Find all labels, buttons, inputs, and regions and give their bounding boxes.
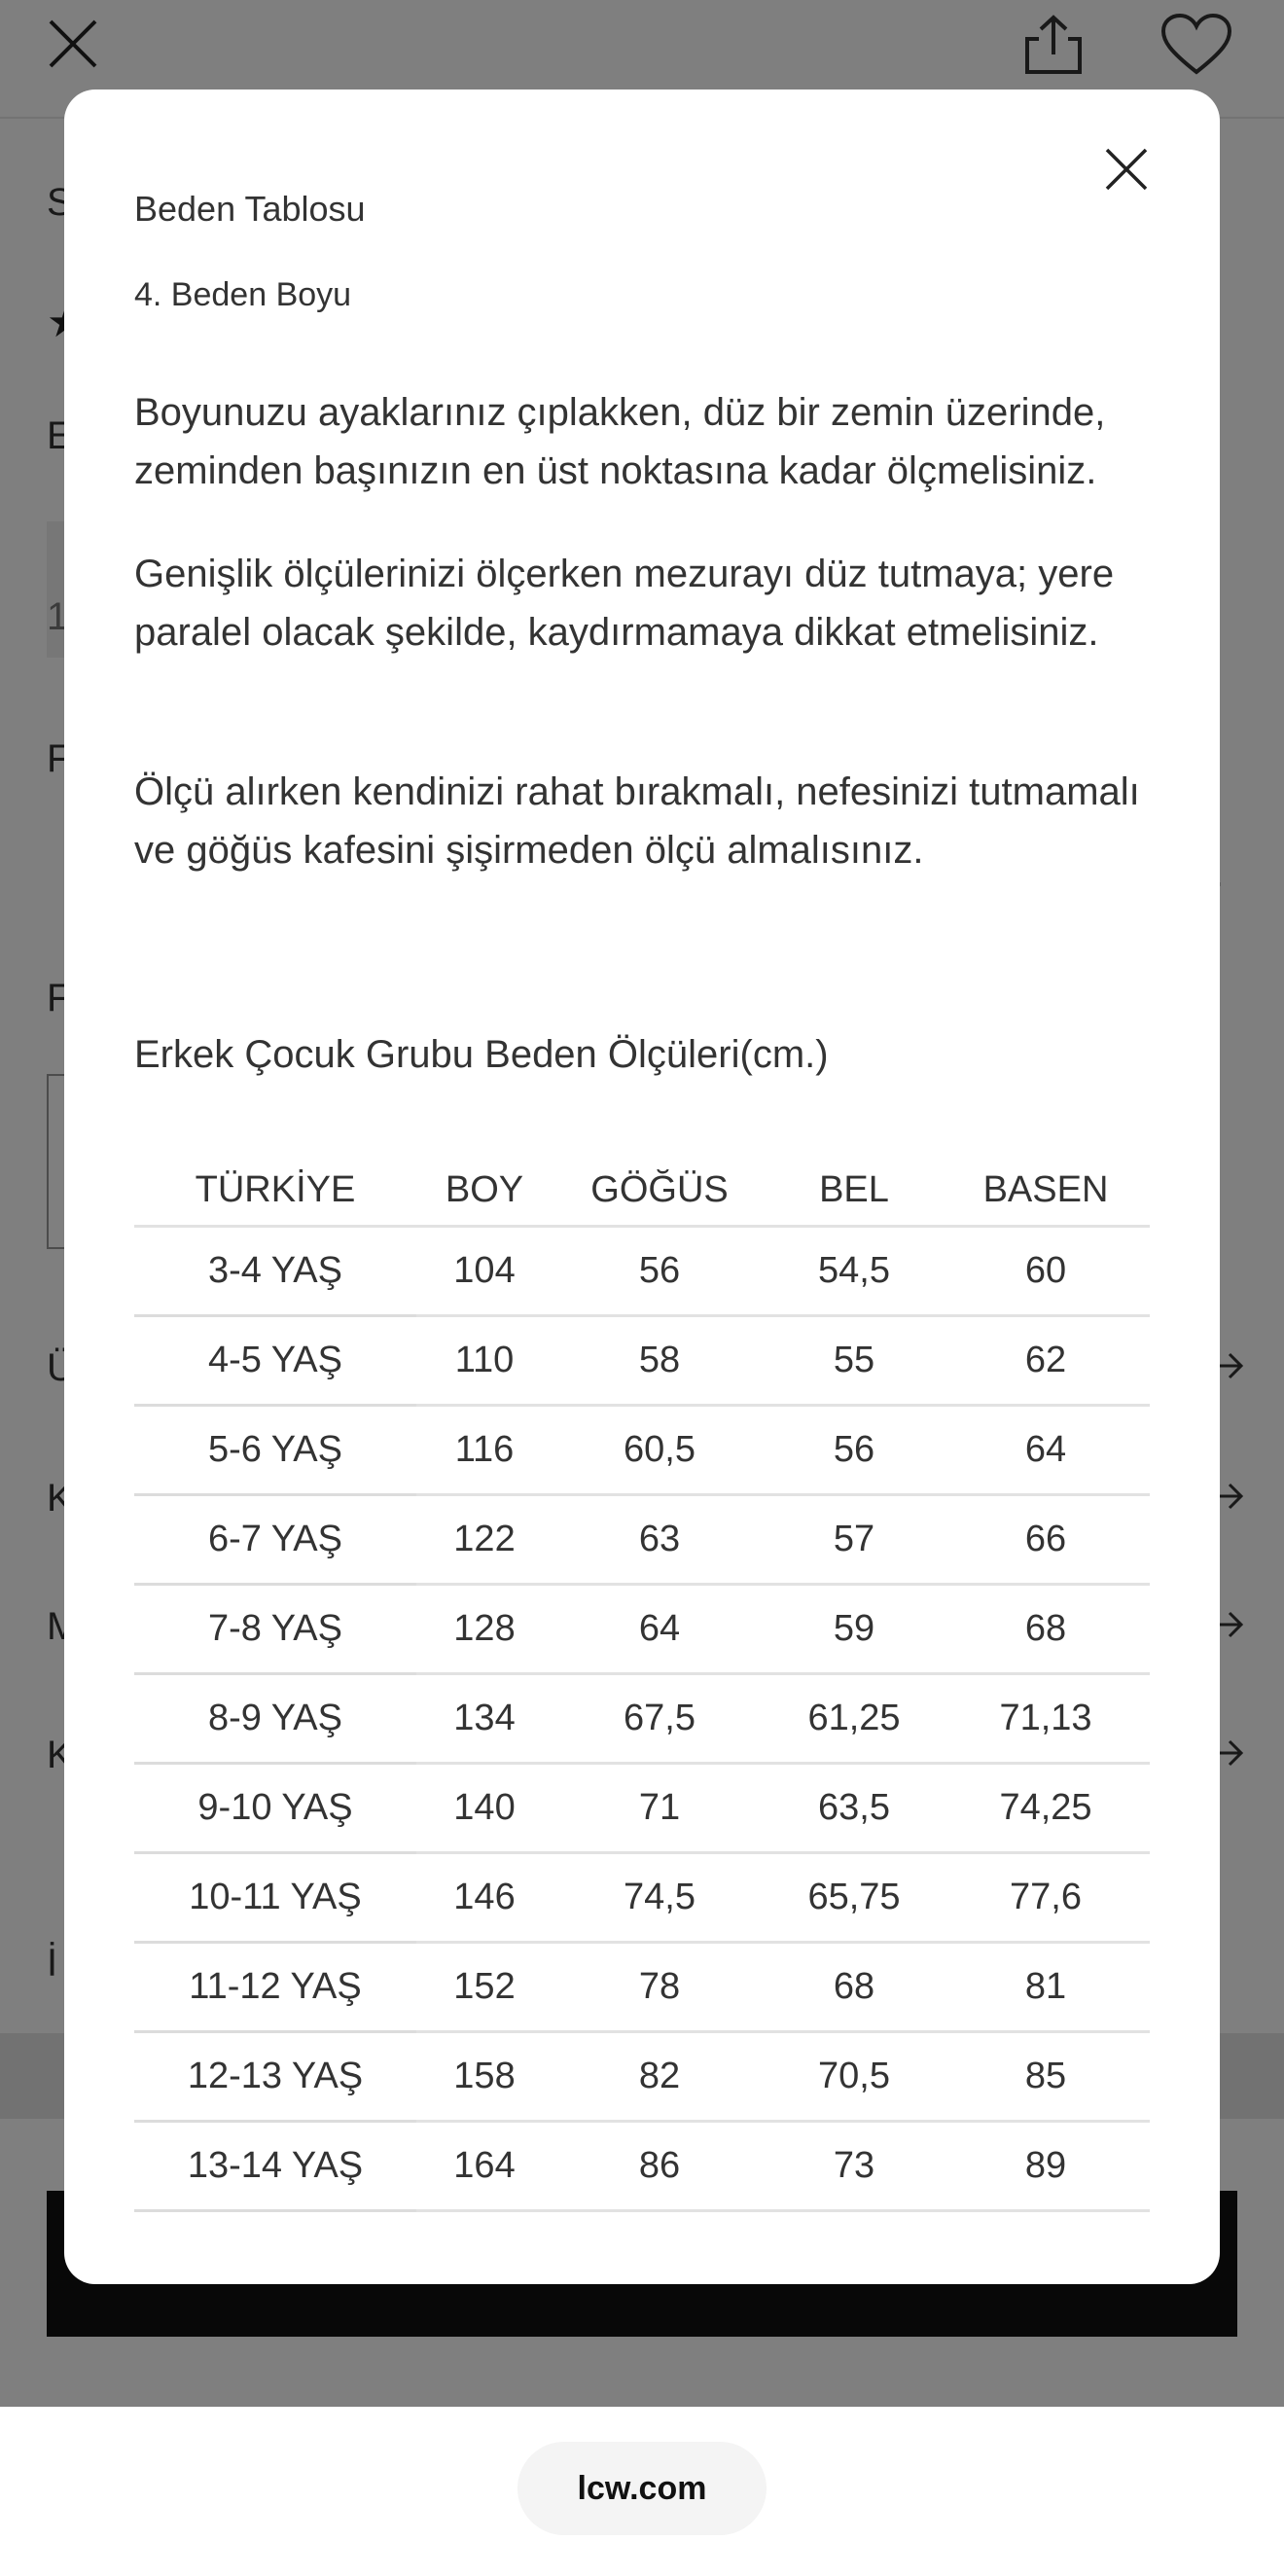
table-cell: 56	[767, 1405, 942, 1494]
table-cell: 12-13 YAŞ	[134, 2031, 416, 2121]
column-header: TÜRKİYE	[134, 1156, 416, 1226]
table-cell: 63,5	[767, 1763, 942, 1852]
table-cell: 60,5	[553, 1405, 767, 1494]
column-header: BASEN	[942, 1156, 1150, 1226]
instruction-paragraph: Ölçü alırken kendinizi rahat bırakmalı, nefesinizi tutmamalı ve göğüs kafesini şişirmeden ölçü almalısınız.	[134, 770, 1140, 872]
table-cell: 68	[942, 1584, 1150, 1673]
url-bar[interactable]: lcw.com	[517, 2442, 767, 2535]
table-cell: 8-9 YAŞ	[134, 1673, 416, 1763]
table-row	[134, 1942, 1150, 2031]
table-cell: 71	[553, 1763, 767, 1852]
column-header: BOY	[416, 1156, 553, 1226]
table-cell: 110	[416, 1315, 553, 1405]
table-cell: 146	[416, 1852, 553, 1942]
table-row	[134, 1494, 1150, 1584]
table-row	[134, 1405, 1150, 1494]
table-row	[134, 1226, 1150, 1315]
table-cell: 81	[942, 1942, 1150, 2031]
column-header: BEL	[767, 1156, 942, 1226]
table-cell: 64	[942, 1405, 1150, 1494]
table-cell: 74,25	[942, 1763, 1150, 1852]
table-cell: 134	[416, 1673, 553, 1763]
table-row	[134, 1852, 1150, 1942]
table-cell: 10-11 YAŞ	[134, 1852, 416, 1942]
table-row	[134, 1763, 1150, 1852]
table-cell: 5-6 YAŞ	[134, 1405, 416, 1494]
table-cell: 13-14 YAŞ	[134, 2121, 416, 2210]
table-cell: 64	[553, 1584, 767, 1673]
modal-subtitle: 4. Beden Boyu	[134, 276, 352, 313]
table-cell: 152	[416, 1942, 553, 2031]
table-cell: 116	[416, 1405, 553, 1494]
table-cell: 73	[767, 2121, 942, 2210]
modal-title: Beden Tablosu	[134, 189, 366, 229]
table-cell: 61,25	[767, 1673, 942, 1763]
table-cell: 140	[416, 1763, 553, 1852]
table-row	[134, 1584, 1150, 1673]
close-icon[interactable]	[1099, 142, 1154, 197]
table-cell: 67,5	[553, 1673, 767, 1763]
instruction-paragraph: Boyunuzu ayaklarınız çıplakken, düz bir zemin üzerinde, zeminden başınızın en üst noktasına kadar ölçmelisiniz.	[134, 391, 1106, 492]
table-cell: 68	[767, 1942, 942, 2031]
table-cell: 122	[416, 1494, 553, 1584]
size-chart-modal	[64, 89, 1220, 2284]
table-cell: 164	[416, 2121, 553, 2210]
table-cell: 6-7 YAŞ	[134, 1494, 416, 1584]
size-table	[134, 1156, 1150, 2212]
table-cell: 65,75	[767, 1852, 942, 1942]
table-cell: 56	[553, 1226, 767, 1315]
table-cell: 58	[553, 1315, 767, 1405]
table-cell: 86	[553, 2121, 767, 2210]
table-row	[134, 2121, 1150, 2210]
table-cell: 128	[416, 1584, 553, 1673]
table-cell: 57	[767, 1494, 942, 1584]
table-cell: 4-5 YAŞ	[134, 1315, 416, 1405]
table-cell: 59	[767, 1584, 942, 1673]
table-row	[134, 2031, 1150, 2121]
instruction-paragraph: Genişlik ölçülerinizi ölçerken mezurayı düz tutmaya; yere paralel olacak şekilde, kaydırmamaya dikkat etmelisiniz.	[134, 553, 1115, 654]
table-header-row	[134, 1156, 1150, 1226]
table-cell: 78	[553, 1942, 767, 2031]
table-cell: 74,5	[553, 1852, 767, 1942]
table-row	[134, 1315, 1150, 1405]
table-row	[134, 1673, 1150, 1763]
table-cell: 60	[942, 1226, 1150, 1315]
table-cell: 89	[942, 2121, 1150, 2210]
table-cell: 55	[767, 1315, 942, 1405]
table-cell: 77,6	[942, 1852, 1150, 1942]
table-cell: 63	[553, 1494, 767, 1584]
column-header: GÖĞÜS	[553, 1156, 767, 1226]
table-title: Erkek Çocuk Grubu Beden Ölçüleri(cm.)	[134, 1033, 829, 1076]
table-cell: 66	[942, 1494, 1150, 1584]
table-cell: 82	[553, 2031, 767, 2121]
table-cell: 62	[942, 1315, 1150, 1405]
table-cell: 71,13	[942, 1673, 1150, 1763]
table-cell: 11-12 YAŞ	[134, 1942, 416, 2031]
table-cell: 3-4 YAŞ	[134, 1226, 416, 1315]
table-cell: 158	[416, 2031, 553, 2121]
table-cell: 54,5	[767, 1226, 942, 1315]
table-cell: 7-8 YAŞ	[134, 1584, 416, 1673]
table-cell: 85	[942, 2031, 1150, 2121]
table-cell: 9-10 YAŞ	[134, 1763, 416, 1852]
table-cell: 70,5	[767, 2031, 942, 2121]
browser-bottom-bar	[0, 2407, 1284, 2576]
table-cell: 104	[416, 1226, 553, 1315]
